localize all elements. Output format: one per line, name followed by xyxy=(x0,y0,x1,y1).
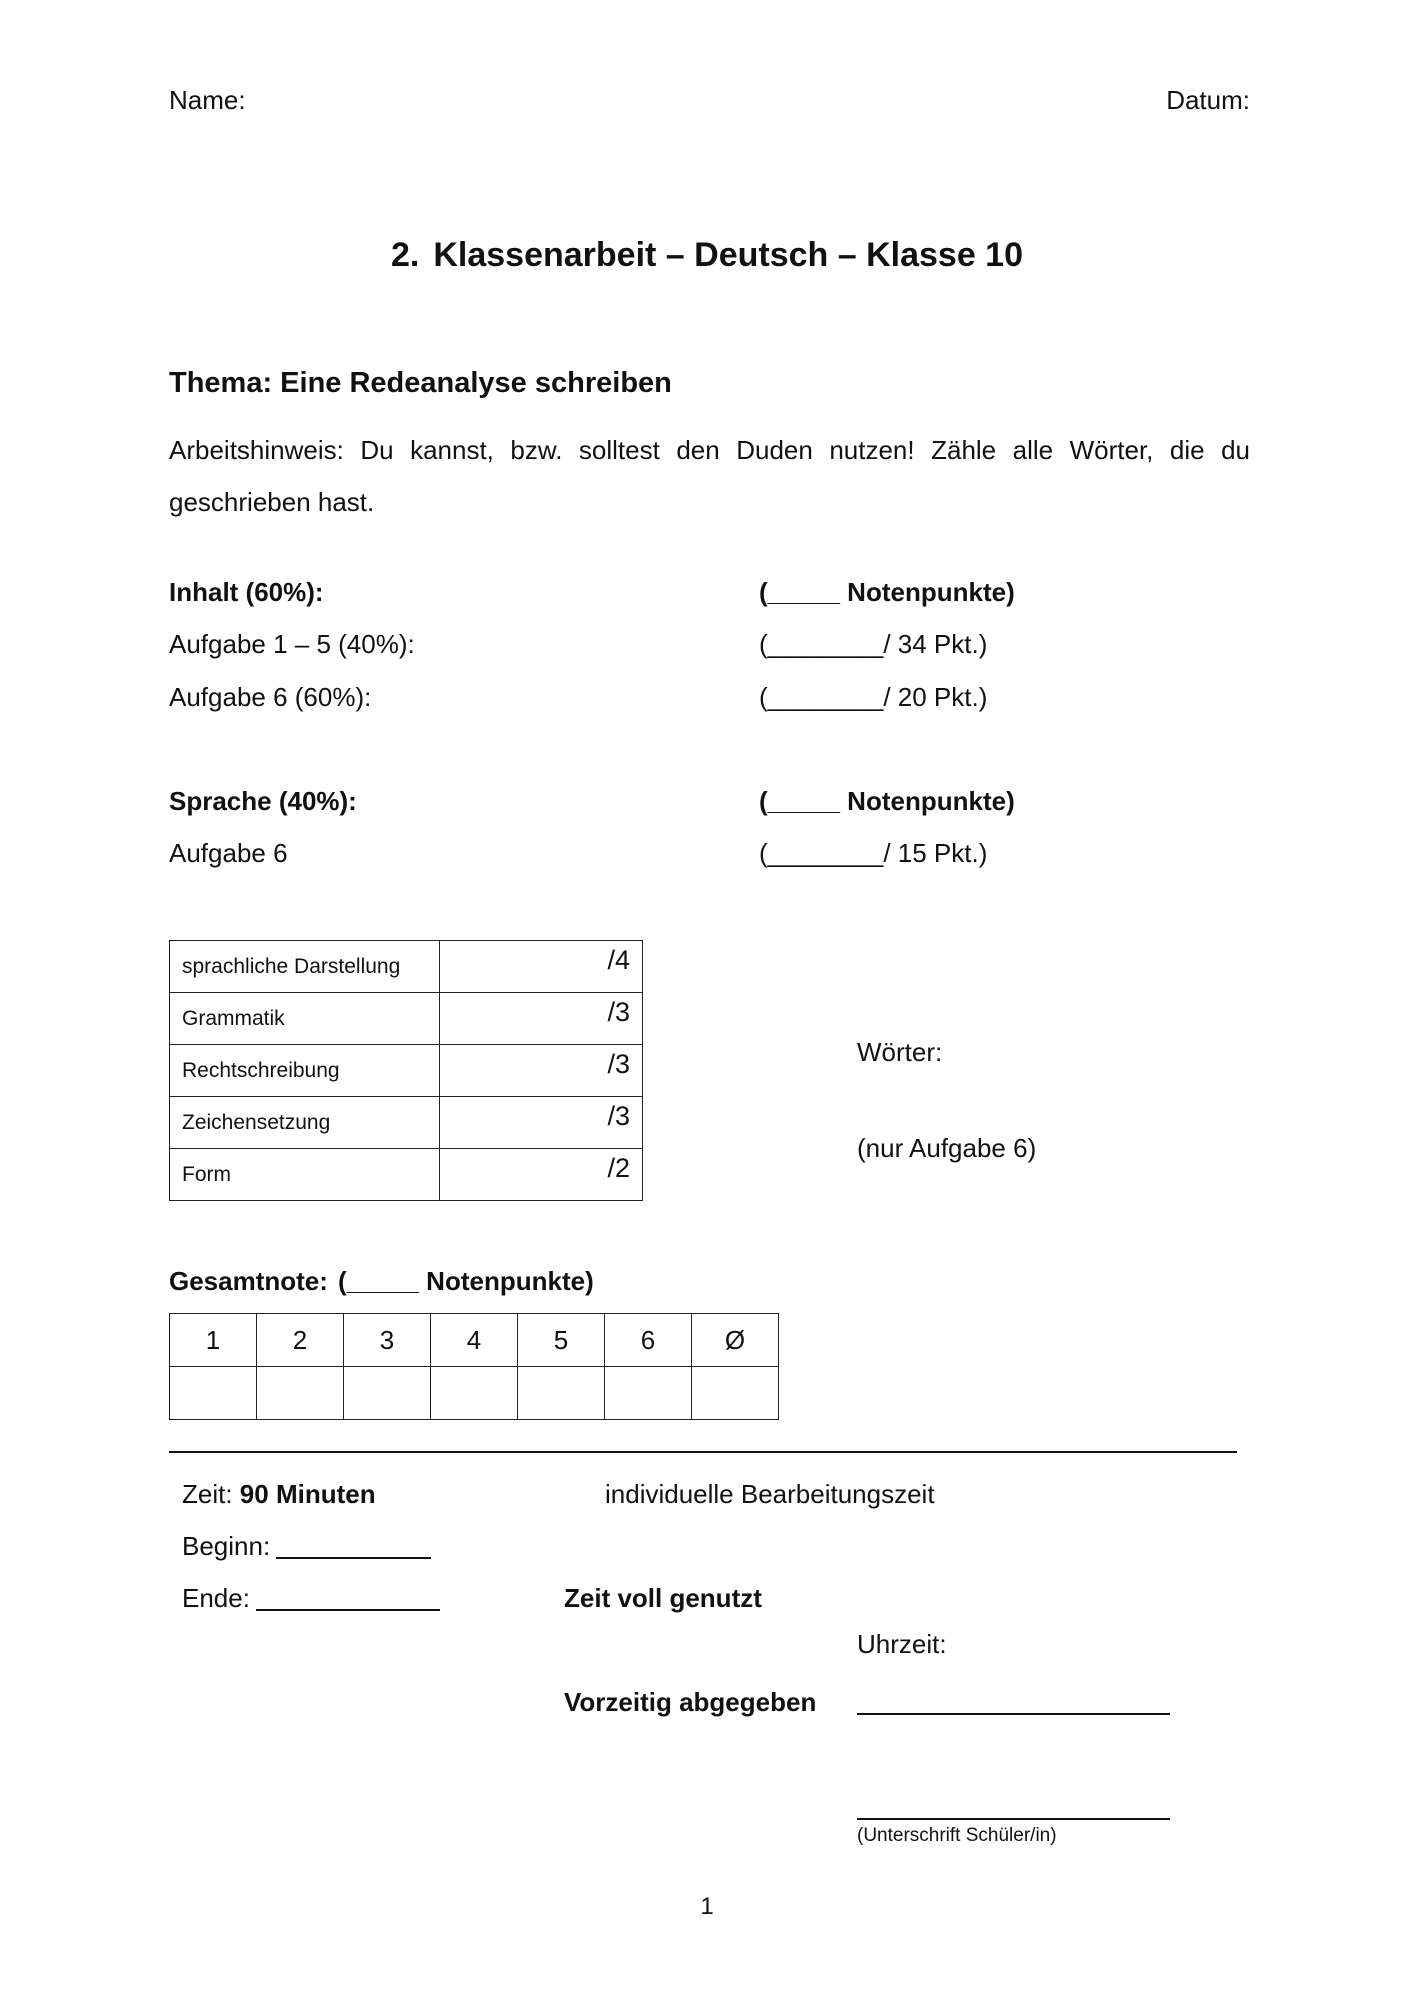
grade-cell xyxy=(431,1367,518,1420)
grade-header: 5 xyxy=(518,1314,605,1367)
time-label-text: Zeit: xyxy=(182,1479,240,1509)
signature-note: (Unterschrift Schüler/in) xyxy=(857,1825,1057,1846)
criterion-label: sprachliche Darstellung xyxy=(170,941,440,993)
start-line xyxy=(276,1557,431,1559)
grade-cell xyxy=(692,1367,779,1420)
name-label: Name: xyxy=(169,85,246,115)
criterion-max: /4 xyxy=(440,941,643,993)
table-row xyxy=(170,1149,643,1201)
grade-header: 3 xyxy=(344,1314,431,1367)
section-divider xyxy=(169,1451,1237,1453)
content-heading: Inhalt (60%): xyxy=(169,577,324,607)
individual-time-label: individuelle Bearbeitungszeit xyxy=(605,1479,935,1509)
submitted-early-label: Vorzeitig abgegeben xyxy=(564,1687,817,1717)
grade-header: 1 xyxy=(170,1314,257,1367)
grade-header: Ø xyxy=(692,1314,779,1367)
grade-cell xyxy=(170,1367,257,1420)
topic-heading: Thema: Eine Redeanalyse schreiben xyxy=(169,367,672,399)
criterion-label: Zeichensetzung xyxy=(170,1097,440,1149)
criterion-max: /2 xyxy=(440,1149,643,1201)
table-row xyxy=(170,993,643,1045)
clock-label: Uhrzeit: xyxy=(857,1629,947,1659)
content-heading-points: (_____ Notenpunkte) xyxy=(759,577,1015,607)
words-label: Wörter: xyxy=(857,1037,943,1067)
time-fully-used-label: Zeit voll genutzt xyxy=(564,1583,762,1613)
words-note: (nur Aufgabe 6) xyxy=(857,1133,1037,1163)
clock-line xyxy=(857,1713,1170,1715)
language-heading-points: (_____ Notenpunkte) xyxy=(759,786,1015,816)
criterion-max: /3 xyxy=(440,1045,643,1097)
date-label: Datum: xyxy=(1166,85,1250,115)
criterion-label: Form xyxy=(170,1149,440,1201)
table-row xyxy=(170,1314,779,1367)
table-row xyxy=(170,941,643,993)
language-row-label: Aufgabe 6 xyxy=(169,838,288,868)
language-score-table xyxy=(169,940,643,1201)
grade-header: 4 xyxy=(431,1314,518,1367)
grade-cell xyxy=(518,1367,605,1420)
criterion-max: /3 xyxy=(440,993,643,1045)
grade-header: 6 xyxy=(605,1314,692,1367)
content-row-label: Aufgabe 1 – 5 (40%): xyxy=(169,629,415,659)
title-text: Klassenarbeit – Deutsch – Klasse 10 xyxy=(433,236,1023,274)
end-label: Ende: xyxy=(182,1583,250,1613)
content-row-points: (________/ 34 Pkt.) xyxy=(759,629,988,659)
content-row-label: Aufgabe 6 (60%): xyxy=(169,682,372,712)
table-row xyxy=(170,1367,779,1420)
language-heading: Sprache (40%): xyxy=(169,786,357,816)
criterion-label: Rechtschreibung xyxy=(170,1045,440,1097)
end-line xyxy=(256,1609,440,1611)
content-row-points: (________/ 20 Pkt.) xyxy=(759,682,988,712)
grade-distribution-table xyxy=(169,1313,779,1420)
signature-line xyxy=(857,1818,1170,1820)
start-label: Beginn: xyxy=(182,1531,271,1561)
language-row-points: (________/ 15 Pkt.) xyxy=(759,838,988,868)
table-row xyxy=(170,1045,643,1097)
total-grade-label: Gesamtnote: xyxy=(169,1266,328,1296)
criterion-label: Grammatik xyxy=(170,993,440,1045)
grade-cell xyxy=(257,1367,344,1420)
criterion-max: /3 xyxy=(440,1097,643,1149)
time-value: 90 Minuten xyxy=(239,1479,376,1509)
total-grade-points: (_____ Notenpunkte) xyxy=(338,1266,594,1296)
page-title xyxy=(0,236,1414,275)
grade-cell xyxy=(605,1367,692,1420)
time-label xyxy=(182,1478,376,1510)
grade-cell xyxy=(344,1367,431,1420)
title-number: 2. xyxy=(391,236,420,274)
page-number: 1 xyxy=(700,1893,714,1920)
instruction-text: Arbeitshinweis: Du kannst, bzw. solltest den Duden nutzen! Zähle alle Wörter, die du geschrieben hast. xyxy=(169,435,1250,517)
grade-header: 2 xyxy=(257,1314,344,1367)
table-row xyxy=(170,1097,643,1149)
